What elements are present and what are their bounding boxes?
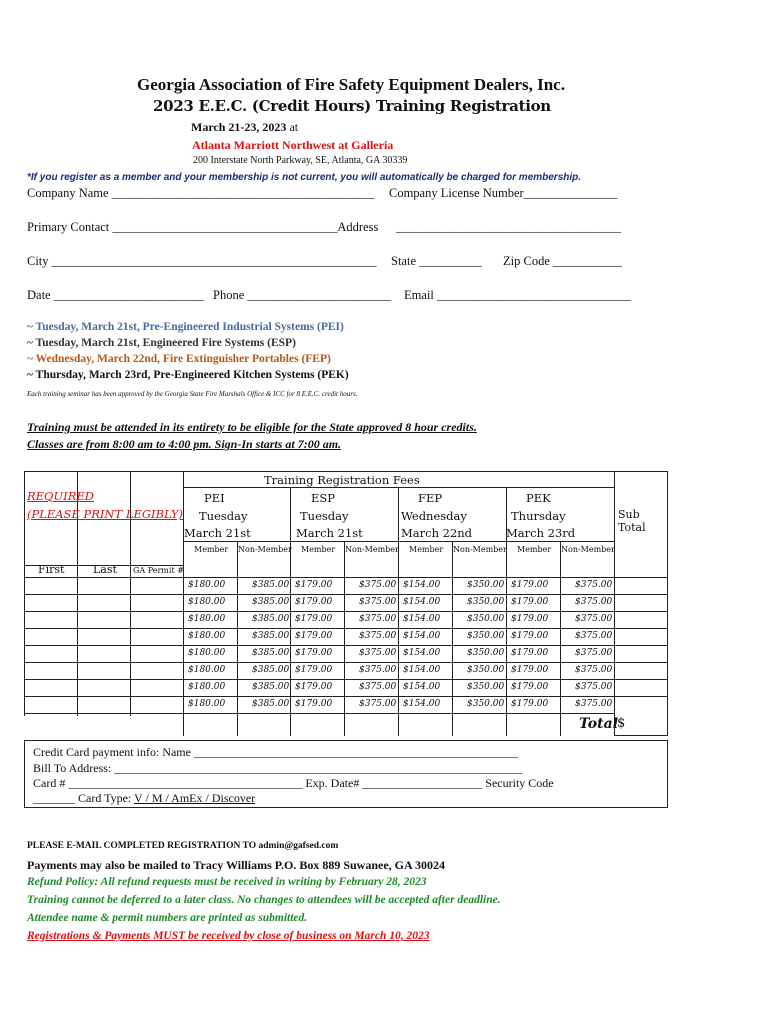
- class-fep-code: FEP: [418, 491, 443, 505]
- member-price[interactable]: $179.00: [295, 631, 333, 641]
- member-price[interactable]: $180.00: [188, 597, 226, 607]
- venue-address: 200 Interstate North Parkway, SE, Atlanta, GA 30339: [193, 155, 408, 166]
- non-member-price[interactable]: $375.00: [575, 614, 613, 624]
- cc-name-field[interactable]: Credit Card payment info: Name ______________________________________________________: [33, 745, 518, 759]
- class-esp-code: ESP: [311, 491, 336, 505]
- class-pei-code: PEI: [204, 491, 225, 505]
- member-price[interactable]: $154.00: [403, 614, 441, 624]
- member-price[interactable]: $179.00: [295, 614, 333, 624]
- member-price[interactable]: $179.00: [511, 648, 549, 658]
- credit-card-box: [24, 740, 668, 808]
- total-currency[interactable]: $: [617, 716, 626, 731]
- non-member-price[interactable]: $375.00: [575, 648, 613, 658]
- event-dates: [191, 120, 298, 135]
- member-price[interactable]: $179.00: [511, 614, 549, 624]
- registration-fees-table: [24, 471, 668, 736]
- refund-policy: Refund Policy: All refund requests must be received in writing by February 28, 2023: [27, 876, 427, 888]
- member-price[interactable]: $179.00: [511, 597, 549, 607]
- membership-notice: *If you register as a member and your membership is not current, you will automatically be charged for membership.: [27, 172, 582, 183]
- member-price[interactable]: $154.00: [403, 665, 441, 675]
- non-member-price[interactable]: $375.00: [359, 699, 397, 709]
- table-row[interactable]: [24, 696, 668, 713]
- class-fep-day: Wednesday: [401, 509, 467, 523]
- member-price[interactable]: $154.00: [403, 580, 441, 590]
- city-field[interactable]: City ____________________________________________________: [27, 254, 377, 268]
- member-price[interactable]: $179.00: [295, 580, 333, 590]
- date-field[interactable]: Date ________________________: [27, 288, 204, 302]
- non-member-price[interactable]: $375.00: [575, 699, 613, 709]
- member-price[interactable]: $179.00: [295, 682, 333, 692]
- table-row[interactable]: [24, 611, 668, 628]
- non-member-header: Non-Member: [238, 545, 292, 554]
- deadline-notice: Registrations & Payments MUST be received by close of business on March 10, 2023: [27, 930, 430, 942]
- non-member-price[interactable]: $350.00: [467, 597, 505, 607]
- member-price[interactable]: $154.00: [403, 699, 441, 709]
- non-member-price[interactable]: $350.00: [467, 648, 505, 658]
- non-member-price[interactable]: $375.00: [359, 631, 397, 641]
- non-member-price[interactable]: $385.00: [252, 614, 290, 624]
- course-fep: ~ Wednesday, March 22nd, Fire Extinguisher Portables (FEP): [27, 353, 331, 365]
- sub-total-header: Sub Total: [618, 508, 646, 534]
- venue-name: Atlanta Marriott Northwest at Galleria: [192, 138, 394, 152]
- class-fep-date: March 22nd: [401, 526, 473, 540]
- class-pei-day: Tuesday: [199, 509, 248, 523]
- non-member-price[interactable]: $375.00: [359, 665, 397, 675]
- member-header: Member: [194, 545, 229, 554]
- member-price[interactable]: $179.00: [295, 665, 333, 675]
- approval-note: Each training seminar has been approved by the Georgia State Fire Marshals Office & ICC for 8 E.E.C. credit hours.: [27, 390, 358, 398]
- cc-card-type-field[interactable]: [33, 791, 255, 806]
- class-pei-date: March 21st: [184, 526, 251, 540]
- non-member-header: Non-Member: [561, 545, 615, 554]
- email-field[interactable]: Email _______________________________: [404, 288, 631, 302]
- course-pei: ~ Tuesday, March 21st, Pre-Engineered Industrial Systems (PEI): [27, 321, 344, 333]
- email-instructions: PLEASE E-MAIL COMPLETED REGISTRATION TO admin@gafsed.com: [27, 841, 339, 851]
- non-member-price[interactable]: $375.00: [359, 597, 397, 607]
- zip-code-field[interactable]: Zip Code ___________: [503, 254, 622, 268]
- printed-as-submitted: Attendee name & permit numbers are printed as submitted.: [27, 912, 308, 924]
- cc-card-number-field[interactable]: Card # _______________________________________ Exp. Date# ____________________ Security Code: [33, 776, 554, 790]
- class-esp-day: Tuesday: [300, 509, 349, 523]
- form-title: 2023 E.E.C. (Credit Hours) Training Registration: [153, 97, 551, 115]
- member-price[interactable]: $154.00: [403, 631, 441, 641]
- non-member-price[interactable]: $350.00: [467, 665, 505, 675]
- member-price[interactable]: $180.00: [188, 648, 226, 658]
- course-esp: ~ Tuesday, March 21st, Engineered Fire Systems (ESP): [27, 337, 296, 349]
- member-price[interactable]: $154.00: [403, 648, 441, 658]
- member-price[interactable]: $180.00: [188, 665, 226, 675]
- required-label: REQUIRED: [27, 489, 94, 503]
- member-price[interactable]: $180.00: [188, 631, 226, 641]
- member-price[interactable]: $180.00: [188, 682, 226, 692]
- non-member-price[interactable]: $350.00: [467, 699, 505, 709]
- class-esp-date: March 21st: [296, 526, 363, 540]
- non-member-price[interactable]: $385.00: [252, 665, 290, 675]
- cc-card-type-blank: _______ Card Type:: [33, 791, 135, 805]
- member-price[interactable]: $179.00: [295, 648, 333, 658]
- cc-card-type-options: V / M / AmEx / Discover: [134, 791, 256, 805]
- non-member-price[interactable]: $375.00: [575, 631, 613, 641]
- member-price[interactable]: $179.00: [295, 699, 333, 709]
- attendance-requirement: Training must be attended in its entirety to be eligible for the State approved 8 hour credits.: [27, 420, 477, 434]
- mail-instructions: Payments may also be mailed to Tracy Williams P.O. Box 889 Suwanee, GA 30024: [27, 858, 446, 872]
- non-member-price[interactable]: $385.00: [252, 682, 290, 692]
- non-member-price[interactable]: $375.00: [575, 665, 613, 675]
- member-price[interactable]: $179.00: [511, 580, 549, 590]
- class-pek-day: Thursday: [511, 509, 566, 523]
- course-pek: ~ Thursday, March 23rd, Pre-Engineered Kitchen Systems (PEK): [27, 369, 349, 381]
- total-label: Total: [579, 716, 619, 732]
- non-member-price[interactable]: $350.00: [467, 580, 505, 590]
- member-price[interactable]: $180.00: [188, 580, 226, 590]
- member-price[interactable]: $154.00: [403, 682, 441, 692]
- non-member-header: Non-Member: [345, 545, 399, 554]
- member-price[interactable]: $179.00: [511, 665, 549, 675]
- class-hours: Classes are from 8:00 am to 4:00 pm. Sign-In starts at 7:00 am.: [27, 437, 342, 451]
- event-at: at: [286, 120, 299, 134]
- table-row[interactable]: [24, 679, 668, 696]
- company-license-field[interactable]: Company License Number_______________: [389, 186, 618, 200]
- non-member-header: Non-Member: [453, 545, 507, 554]
- last-name-header: Last: [93, 563, 117, 576]
- primary-contact-field[interactable]: Primary Contact ____________________________________Address: [27, 220, 379, 234]
- member-price[interactable]: $179.00: [511, 699, 549, 709]
- member-header: Member: [409, 545, 444, 554]
- non-member-price[interactable]: $375.00: [359, 682, 397, 692]
- fees-title: Training Registration Fees: [264, 473, 420, 487]
- non-member-price[interactable]: $350.00: [467, 614, 505, 624]
- non-member-price[interactable]: $350.00: [467, 682, 505, 692]
- table-row[interactable]: [24, 594, 668, 611]
- table-row[interactable]: [24, 628, 668, 645]
- organization-title: Georgia Association of Fire Safety Equipment Dealers, Inc.: [137, 75, 565, 94]
- member-price[interactable]: $179.00: [511, 682, 549, 692]
- table-row[interactable]: [24, 662, 668, 679]
- non-member-price[interactable]: $385.00: [252, 631, 290, 641]
- permit-header: GA Permit #: [133, 566, 184, 575]
- non-member-price[interactable]: $375.00: [575, 597, 613, 607]
- non-member-price[interactable]: $385.00: [252, 699, 290, 709]
- non-member-price[interactable]: $375.00: [359, 580, 397, 590]
- class-pek-date: March 23rd: [506, 526, 576, 540]
- phone-field[interactable]: Phone _______________________: [213, 288, 392, 302]
- table-row[interactable]: [24, 645, 668, 662]
- member-header: Member: [517, 545, 552, 554]
- non-member-price[interactable]: $375.00: [575, 682, 613, 692]
- member-price[interactable]: $154.00: [403, 597, 441, 607]
- table-row[interactable]: [24, 577, 668, 594]
- member-price[interactable]: $179.00: [295, 597, 333, 607]
- non-member-price[interactable]: $375.00: [359, 648, 397, 658]
- cc-bill-address-field[interactable]: Bill To Address: ____________________________________________________________________: [33, 761, 523, 775]
- non-member-price[interactable]: $350.00: [467, 631, 505, 641]
- no-changes-policy: Training cannot be deferred to a later class. No changes to attendees will be accepted after deadline.: [27, 894, 501, 906]
- member-header: Member: [301, 545, 336, 554]
- event-dates-value: March 21-23, 2023: [191, 120, 287, 134]
- class-pek-code: PEK: [526, 491, 551, 505]
- member-price[interactable]: $179.00: [511, 631, 549, 641]
- non-member-price[interactable]: $385.00: [252, 648, 290, 658]
- print-legibly-label: (PLEASE PRINT LEGIBLY): [27, 507, 184, 521]
- state-field[interactable]: State __________: [391, 254, 482, 268]
- member-price[interactable]: $180.00: [188, 614, 226, 624]
- address-field[interactable]: ____________________________________: [396, 220, 621, 234]
- non-member-price[interactable]: $375.00: [359, 614, 397, 624]
- non-member-price[interactable]: $385.00: [252, 597, 290, 607]
- company-name-field[interactable]: Company Name __________________________________________: [27, 186, 375, 200]
- member-price[interactable]: $180.00: [188, 699, 226, 709]
- non-member-price[interactable]: $375.00: [575, 580, 613, 590]
- non-member-price[interactable]: $385.00: [252, 580, 290, 590]
- first-name-header: First: [38, 563, 65, 576]
